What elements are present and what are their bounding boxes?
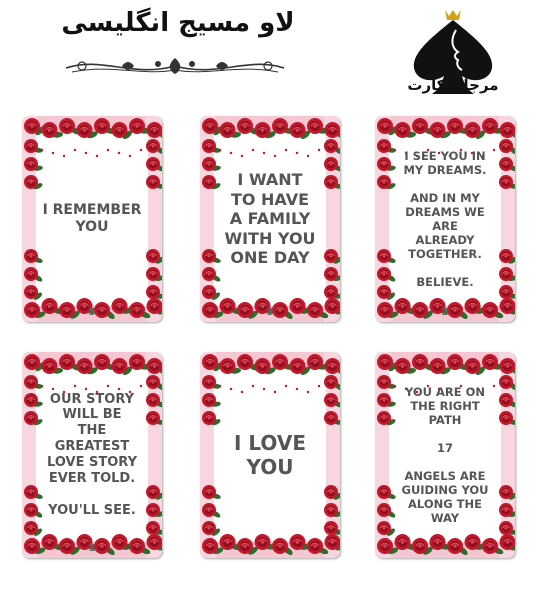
brand-name: مرجان کارت — [407, 76, 499, 94]
card-message: YOU ARE ON THE RIGHT PATH 17 ANGELS ARE GUIDING YOU ALONG THE WAY — [401, 384, 489, 526]
page-title: لاو مسیج انگلیسی — [61, 8, 295, 38]
card-message: I LOVE YOU — [233, 430, 307, 479]
card-number: 5 — [88, 307, 96, 318]
floral-divider-icon — [62, 54, 288, 80]
message-card — [22, 116, 162, 322]
card-message: I SEE YOU IN MY DREAMS. AND IN MY DREAMS WE ARE ALREADY TOGETHER. BELIEVE. — [403, 148, 487, 290]
card-number: 3 — [266, 307, 274, 318]
message-card — [375, 352, 515, 558]
message-card — [375, 116, 515, 322]
message-card — [200, 352, 340, 558]
card-number: 2 — [441, 307, 449, 318]
message-card — [200, 116, 340, 322]
message-card — [22, 352, 162, 558]
card-message: I WANT TO HAVE A FAMILY WITH YOU ONE DAY — [224, 170, 316, 268]
card-message: OUR STORY WILL BE THE GREATEST LOVE STORY EVER TOLD. YOU'LL SEE. — [47, 391, 137, 518]
card-message: I REMEMBER YOU — [42, 201, 142, 235]
card-number: 1 — [88, 543, 96, 554]
